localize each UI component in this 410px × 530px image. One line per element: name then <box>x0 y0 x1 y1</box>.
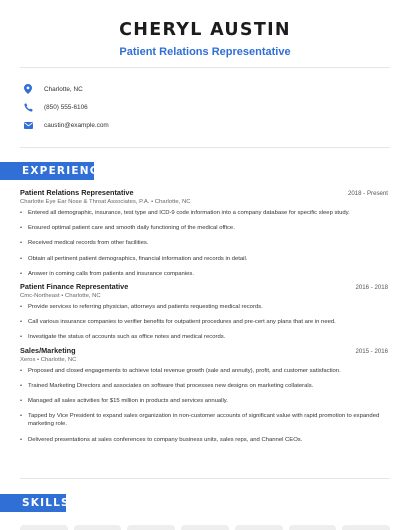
list-item: • Ensured optimal patient care and smooth daily functioning of the medical office. <box>20 224 388 232</box>
list-item: • Received medical records from other facilities. <box>20 239 388 247</box>
contact-email <box>20 116 390 134</box>
list-item: • Managed all sales activities for $15 million in products and services annually. <box>20 397 388 405</box>
list-item: • Delivered presentations at sales conferences to company business units, sales reps, and Channel CEOs. <box>20 436 388 444</box>
skill-tag <box>342 525 390 530</box>
list-item: • Entered all demographic, insurance, test type and ICD-9 code information into a company database for specific sleep study. <box>20 209 388 217</box>
job-organization: Xerox • Charlotte, NC <box>20 356 77 363</box>
job-organization: Charlotte Eye Ear Nose & Throat Associates, P.A. • Charlotte, NC <box>20 199 191 205</box>
email-text[interactable]: caustin@example.com <box>44 121 109 129</box>
list-item: • Investigate the status of accounts such as office notes and medical records. <box>20 333 388 341</box>
job-dates: 2018 - Present <box>348 190 388 197</box>
skill-tag <box>20 525 68 530</box>
list-item: • Obtain all pertinent patient demographics, financial information and records in detail. <box>20 255 388 263</box>
candidate-name: CHERYL AUSTIN <box>119 20 291 40</box>
contact-info <box>20 80 390 134</box>
job-dates: 2016 - 2018 <box>355 284 388 292</box>
skill-tag <box>289 525 337 530</box>
job-entry <box>20 188 388 278</box>
phone-text[interactable]: (850) 555-6106 <box>44 103 88 111</box>
list-item: • Call various insurance companies to verifier benefits for outpatient procedures and pre-cert any plans that are in need. <box>20 318 388 326</box>
list-item: • Provide services to referring physician, attorneys and patients requesting medical records. <box>20 303 388 311</box>
list-item: • Proposed and closed engagements to achieve total revenue growth (sale and annuity), profit, and customer satisfaction. <box>20 367 388 375</box>
experience-list <box>20 188 388 448</box>
location-text: Charlotte, NC <box>44 85 83 93</box>
list-item: • Answer in coming calls from patients and insurance companies. <box>20 270 388 278</box>
skill-tag <box>235 525 283 530</box>
divider <box>20 67 390 68</box>
job-dates: 2015 - 2016 <box>355 347 388 355</box>
skill-tag <box>74 525 122 530</box>
job-organization: Cmc-Northeast • Charlotte, NC <box>20 293 101 300</box>
map-pin-icon <box>22 83 34 95</box>
job-bullets <box>20 209 388 278</box>
experience-section-heading: EXPERIENCE <box>0 162 94 180</box>
divider <box>20 478 390 479</box>
job-entry <box>20 346 388 444</box>
contact-phone <box>20 98 390 116</box>
job-bullets <box>20 367 388 444</box>
job-bullets <box>20 303 388 342</box>
list-item: • Trained Marketing Directors and associates on software that processes new designs on marketing collaterals. <box>20 382 388 390</box>
job-title: Patient Relations Representative <box>20 188 134 197</box>
divider <box>20 147 390 148</box>
phone-icon <box>22 101 34 113</box>
list-item: • Tapped by Vice President to expand sales organization in non-customer accounts of significant value with rapid promotion to expanded marketing role. <box>20 412 388 428</box>
job-entry <box>20 282 388 342</box>
job-title: Patient Finance Representative <box>20 282 129 292</box>
contact-location <box>20 80 390 98</box>
job-title: Sales/Marketing <box>20 345 76 355</box>
resume-header <box>0 0 410 58</box>
skill-tag <box>181 525 229 530</box>
skill-tag <box>127 525 175 530</box>
candidate-title: Patient Relations Representative <box>119 46 291 58</box>
skills-section-heading: SKILLS <box>0 494 66 512</box>
email-icon <box>22 119 34 131</box>
skills-list <box>20 525 390 530</box>
